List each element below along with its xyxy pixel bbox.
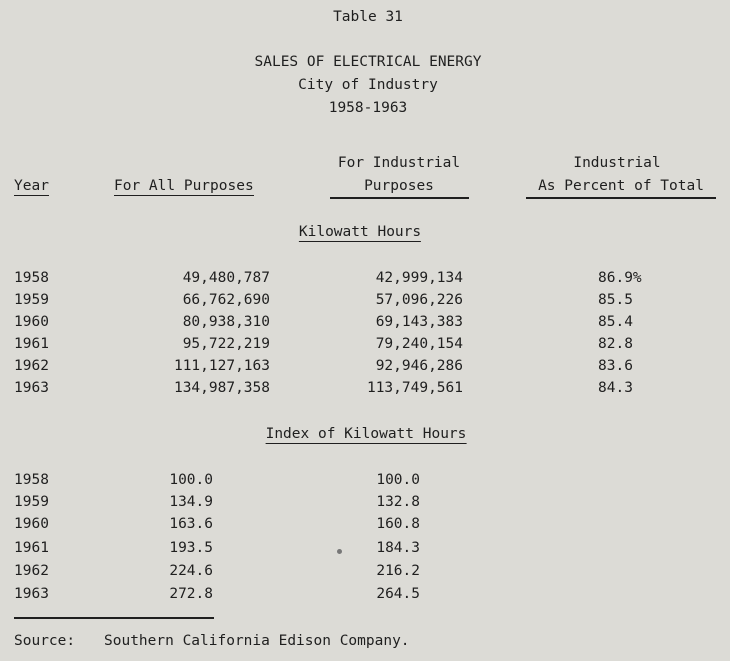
index-industrial: 160.8 [376, 516, 420, 532]
kwh-all: 80,938,310 [182, 314, 270, 330]
kwh-year: 1958 [14, 270, 49, 286]
kwh-all: 111,127,163 [173, 358, 270, 374]
kwh-percent: 82.8 [598, 336, 633, 352]
index-year: 1958 [14, 472, 49, 488]
kwh-industrial: 42,999,134 [375, 270, 463, 286]
footnote-rule [14, 617, 214, 619]
index-industrial: 264.5 [376, 586, 420, 602]
index-all: 272.8 [169, 586, 213, 602]
index-all: 163.6 [169, 516, 213, 532]
kwh-industrial: 92,946,286 [375, 358, 463, 374]
kwh-year: 1959 [14, 292, 49, 308]
header-industrial-rule [330, 197, 469, 199]
index-year: 1962 [14, 563, 49, 579]
header-industrial-line1: For Industrial [337, 155, 461, 171]
index-year: 1960 [14, 516, 49, 532]
kwh-year: 1962 [14, 358, 49, 374]
index-industrial: 216.2 [376, 563, 420, 579]
kwh-all: 49,480,787 [182, 270, 270, 286]
header-all-purposes: For All Purposes [114, 178, 254, 194]
header-percent-line1: Industrial [573, 155, 661, 171]
kwh-industrial: 79,240,154 [375, 336, 463, 352]
kwh-all: 95,722,219 [182, 336, 270, 352]
index-year: 1959 [14, 494, 49, 510]
ink-speck [337, 549, 342, 554]
kwh-all: 66,762,690 [182, 292, 270, 308]
kwh-percent: 86.9% [598, 270, 642, 286]
index-all: 134.9 [169, 494, 213, 510]
header-percent-line2: As Percent of Total [538, 178, 704, 194]
section-index-kilowatt-hours: Index of Kilowatt Hours [265, 426, 467, 442]
index-industrial: 132.8 [376, 494, 420, 510]
index-all: 100.0 [169, 472, 213, 488]
table-title: SALES OF ELECTRICAL ENERGY [254, 54, 482, 70]
index-year: 1961 [14, 540, 49, 556]
kwh-percent: 85.4 [598, 314, 633, 330]
kwh-year: 1960 [14, 314, 49, 330]
source-label: Source: [14, 633, 76, 649]
index-industrial: 100.0 [376, 472, 420, 488]
index-all: 224.6 [169, 563, 213, 579]
table-number: Table 31 [333, 9, 403, 25]
header-industrial-line2: Purposes [364, 178, 434, 194]
kwh-percent: 85.5 [598, 292, 633, 308]
kwh-year: 1963 [14, 380, 49, 396]
table-subtitle: City of Industry [298, 77, 438, 93]
index-industrial: 184.3 [376, 540, 420, 556]
source-text: Southern California Edison Company. [104, 633, 410, 649]
kwh-industrial: 113,749,561 [366, 380, 463, 396]
kwh-percent: 83.6 [598, 358, 633, 374]
index-year: 1963 [14, 586, 49, 602]
section-kilowatt-hours: Kilowatt Hours [298, 224, 422, 240]
header-year: Year [14, 178, 49, 194]
table-period: 1958-1963 [328, 100, 408, 116]
index-all: 193.5 [169, 540, 213, 556]
kwh-industrial: 57,096,226 [375, 292, 463, 308]
kwh-industrial: 69,143,383 [375, 314, 463, 330]
kwh-percent: 84.3 [598, 380, 633, 396]
kwh-all: 134,987,358 [173, 380, 270, 396]
header-percent-rule [526, 197, 716, 199]
kwh-year: 1961 [14, 336, 49, 352]
